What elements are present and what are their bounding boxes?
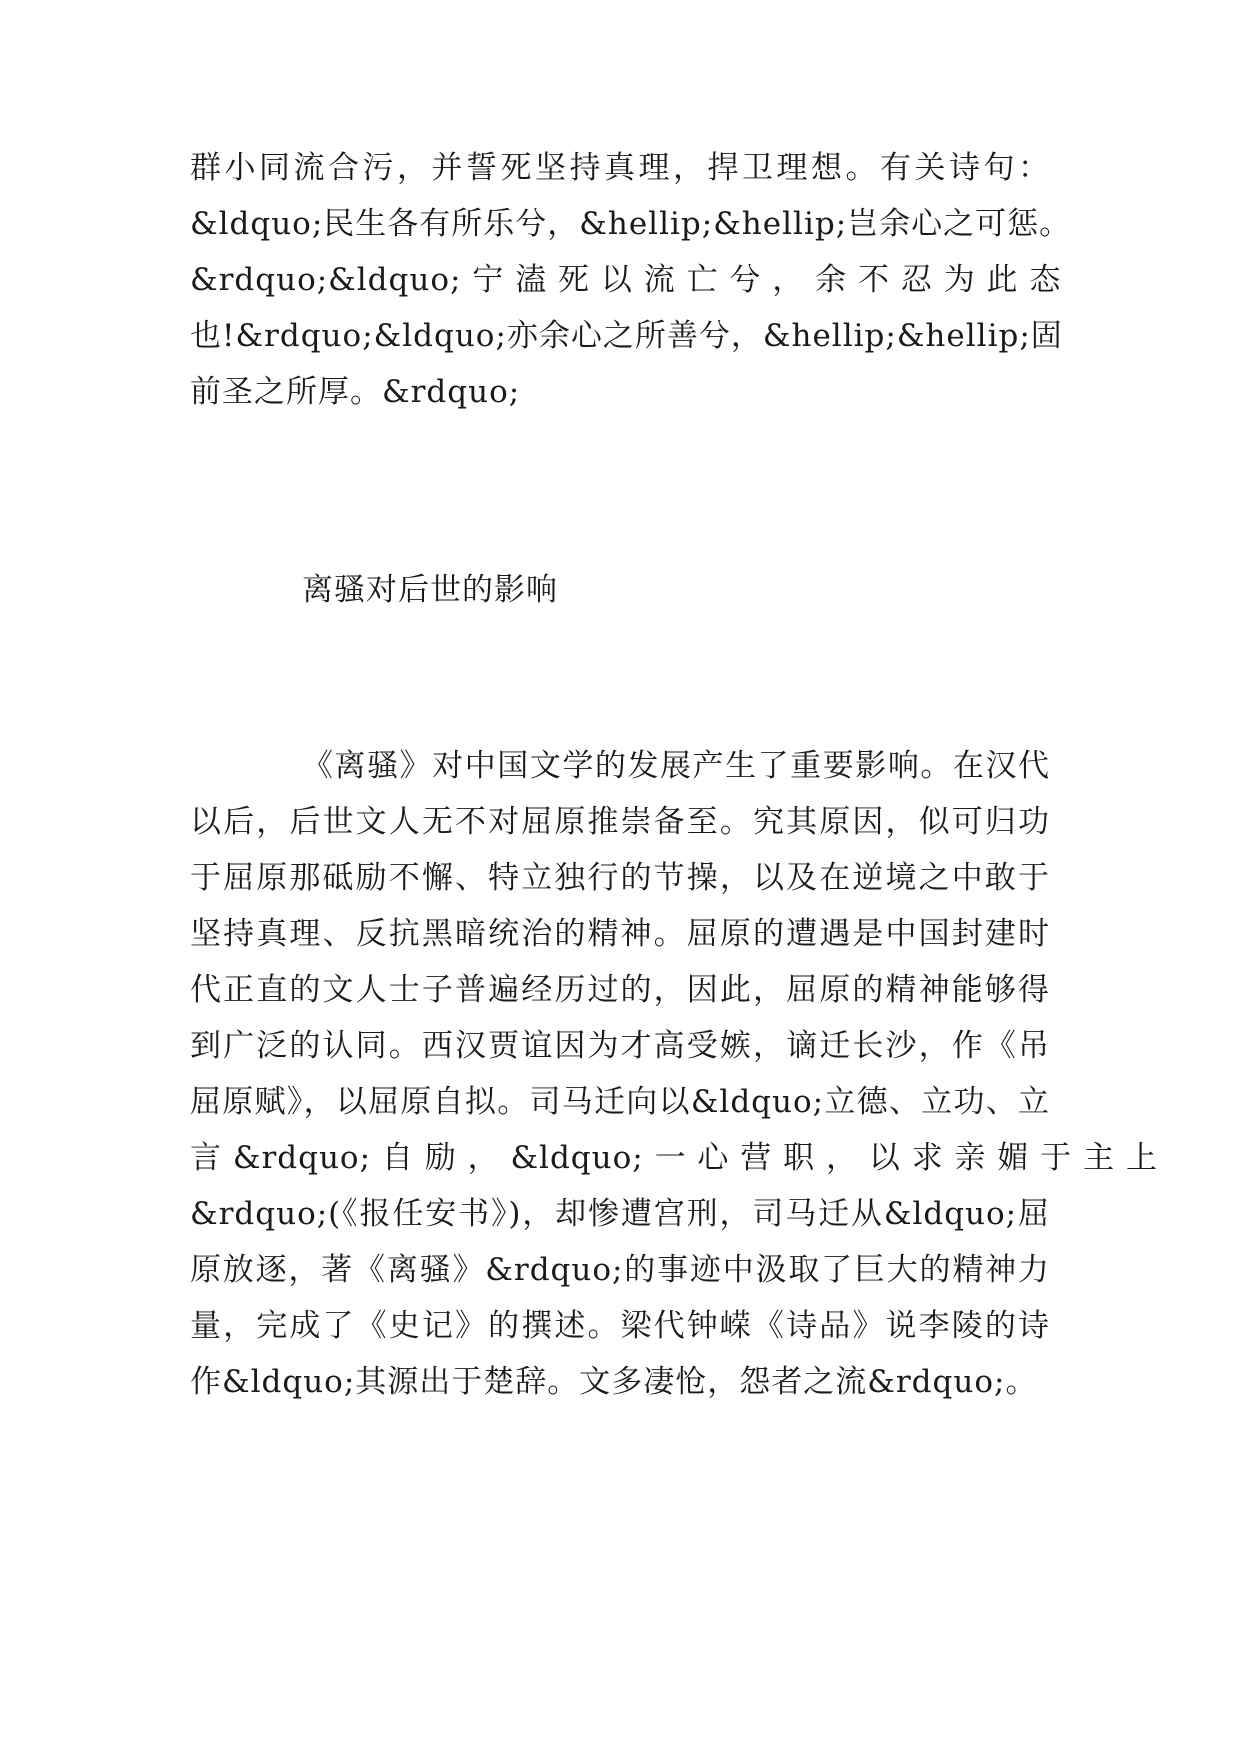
paragraph-line: 以后，后世文人无不对屈原推崇备至。究其原因，似可归功 <box>190 804 1050 840</box>
paragraph-line: 坚持真理、反抗黑暗统治的精神。屈原的遭遇是中国封建时 <box>190 916 1050 952</box>
paragraph-line: 也!&rdquo;&ldquo;亦余心之所善兮，&hellip;&hellip;固 <box>190 318 1063 354</box>
paragraph-line: 言 &rdquo; 自 励 ， &ldquo; 一 心 营 职 ， 以 求 亲 媚 于 主 上 <box>190 1140 1158 1176</box>
paragraph-line: 代正直的文人士子普遍经历过的，因此，屈原的精神能够得 <box>190 972 1050 1008</box>
paragraph-line: 于屈原那砥励不懈、特立独行的节操，以及在逆境之中敢于 <box>190 860 1050 896</box>
paragraph-line: 量，完成了《史记》的撰述。梁代钟嵘《诗品》说李陵的诗 <box>190 1308 1050 1344</box>
paragraph-line: 《离骚》对中国文学的发展产生了重要影响。在汉代 <box>302 748 1050 784</box>
paragraph-line: 前圣之所厚。&rdquo; <box>190 374 521 410</box>
paragraph-line: 作&ldquo;其源出于楚辞。文多凄怆，怨者之流&rdquo;。 <box>190 1364 1038 1400</box>
paragraph-line: &ldquo;民生各有所乐兮，&hellip;&hellip;岂余心之可惩。 <box>190 206 1072 242</box>
section-heading: 离骚对后世的影响 <box>302 572 558 608</box>
paragraph-line: 屈原赋》，以屈原自拟。司马迁向以&ldquo;立德、立功、立 <box>190 1084 1050 1120</box>
paragraph-line: &rdquo;(《报任安书》)，却惨遭宫刑，司马迁从&ldquo;屈 <box>190 1196 1050 1232</box>
paragraph-line: 原放逐，著《离骚》&rdquo;的事迹中汲取了巨大的精神力 <box>190 1252 1050 1288</box>
paragraph-line: 到广泛的认同。西汉贾谊因为才高受嫉，谪迁长沙，作《吊 <box>190 1028 1050 1064</box>
paragraph-line: &rdquo;&ldquo; 宁 溘 死 以 流 亡 兮 ， 余 不 忍 为 此 态 <box>190 262 1062 298</box>
paragraph-line: 群小同流合污，并誓死坚持真理，捍卫理想。有关诗句： <box>190 150 1050 186</box>
